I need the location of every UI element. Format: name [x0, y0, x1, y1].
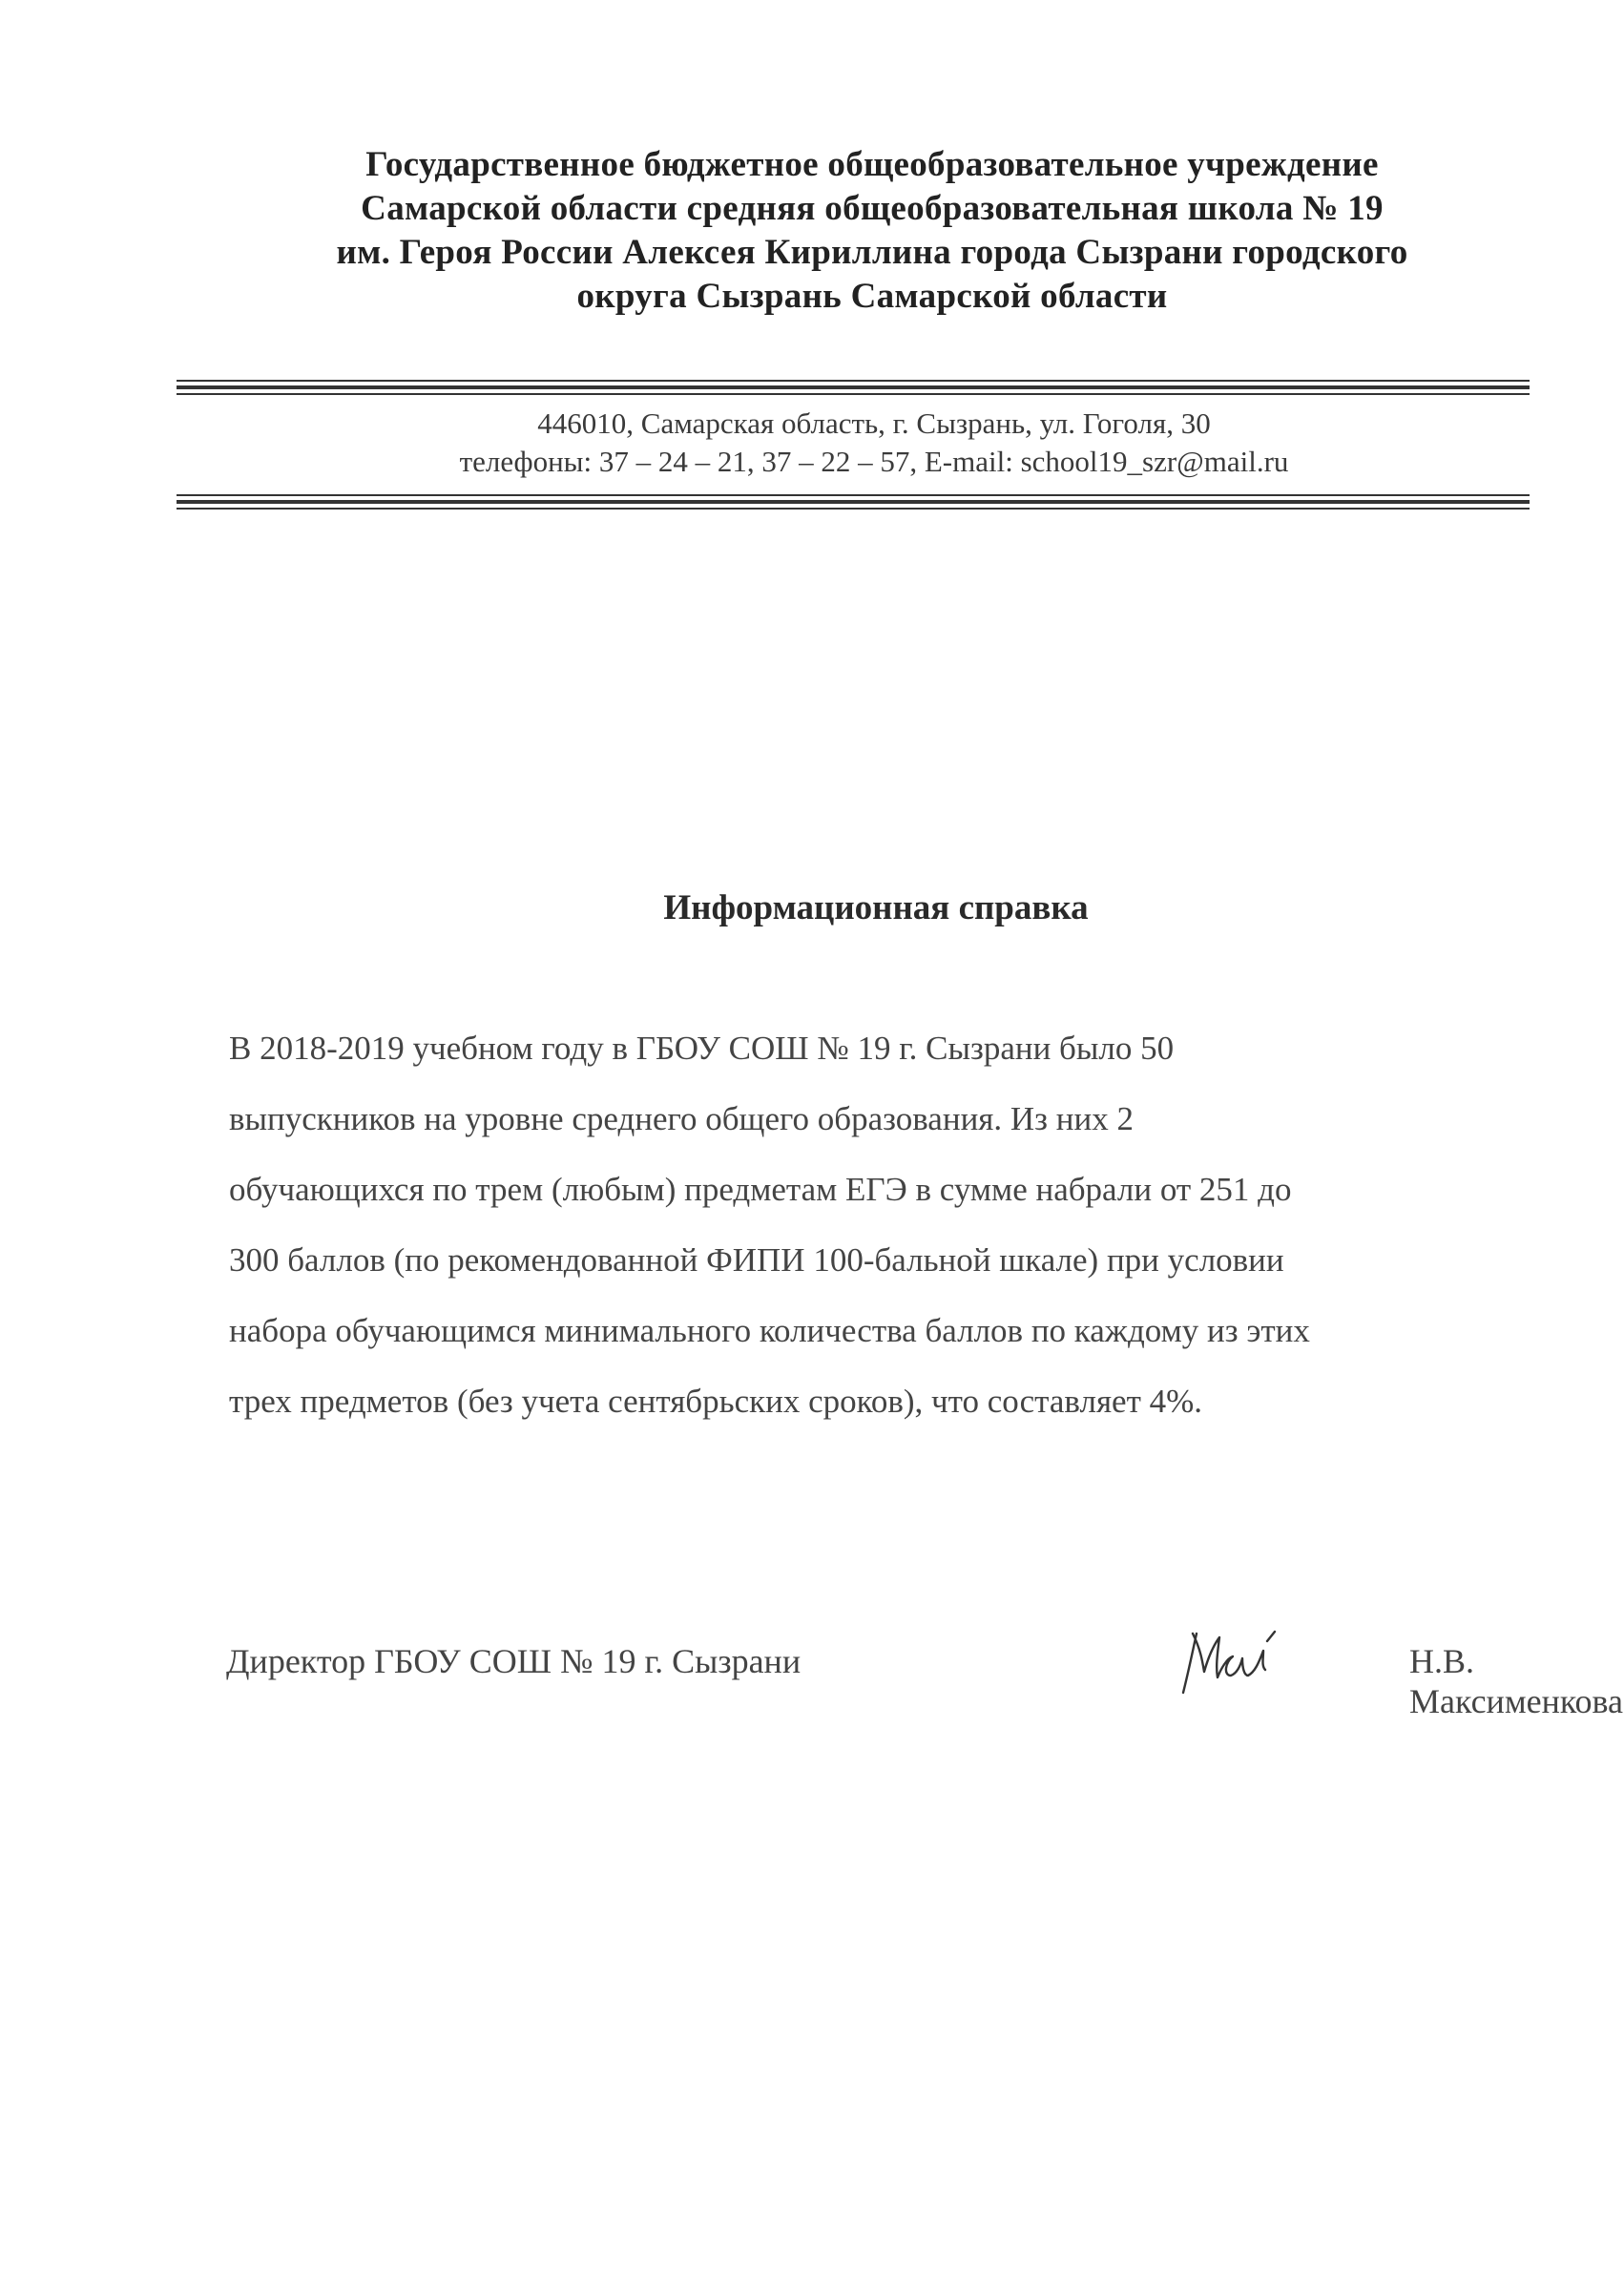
phones-line: телефоны: 37 – 24 – 21, 37 – 22 – 57, E-mail: school19_szr@mail.ru [459, 445, 1289, 478]
signer-position: Директор ГБОУ СОШ № 19 г. Сызрани [226, 1642, 802, 1680]
bottom-divider [177, 494, 1530, 510]
top-divider [177, 380, 1530, 395]
letterhead-contacts [0, 405, 1624, 481]
signature-block [226, 1622, 1624, 1720]
org-line: Самарской области средняя общеобразовательная школа № 19 [361, 189, 1384, 228]
body-line: трех предметов (без учета сентябрьских сроков), что составляет 4%. [229, 1383, 1203, 1420]
body-line: набора обучающимся минимального количества баллов по каждому из этих [229, 1312, 1310, 1349]
org-line: округа Сызрань Самарской области [576, 277, 1168, 316]
org-line: им. Героя России Алексея Кириллина города Сызрани городского [336, 233, 1408, 272]
body-line: выпускников на уровне среднего общего образования. Из них 2 [229, 1100, 1134, 1137]
letterhead-org [0, 143, 1624, 319]
org-line: Государственное бюджетное общеобразовательное учреждение [365, 145, 1379, 184]
body-line: 300 баллов (по рекомендованной ФИПИ 100-бальной шкале) при условии [229, 1241, 1284, 1279]
document-title: Информационная справка [663, 888, 1089, 927]
divider-line [177, 508, 1530, 510]
address-line: 446010, Самарская область, г. Сызрань, ул. Гоголя, 30 [537, 406, 1211, 440]
document-body [229, 1013, 1508, 1437]
divider-line [177, 393, 1530, 395]
body-line: обучающихся по трем (любым) предметам ЕГЭ в сумме набрали от 251 до [229, 1171, 1292, 1208]
signer-name: Н.В. Максименкова [1409, 1642, 1624, 1720]
body-line: В 2018-2019 учебном году в ГБОУ СОШ № 19 г. Сызрани было 50 [229, 1030, 1175, 1067]
handwritten-signature [1176, 1622, 1290, 1698]
